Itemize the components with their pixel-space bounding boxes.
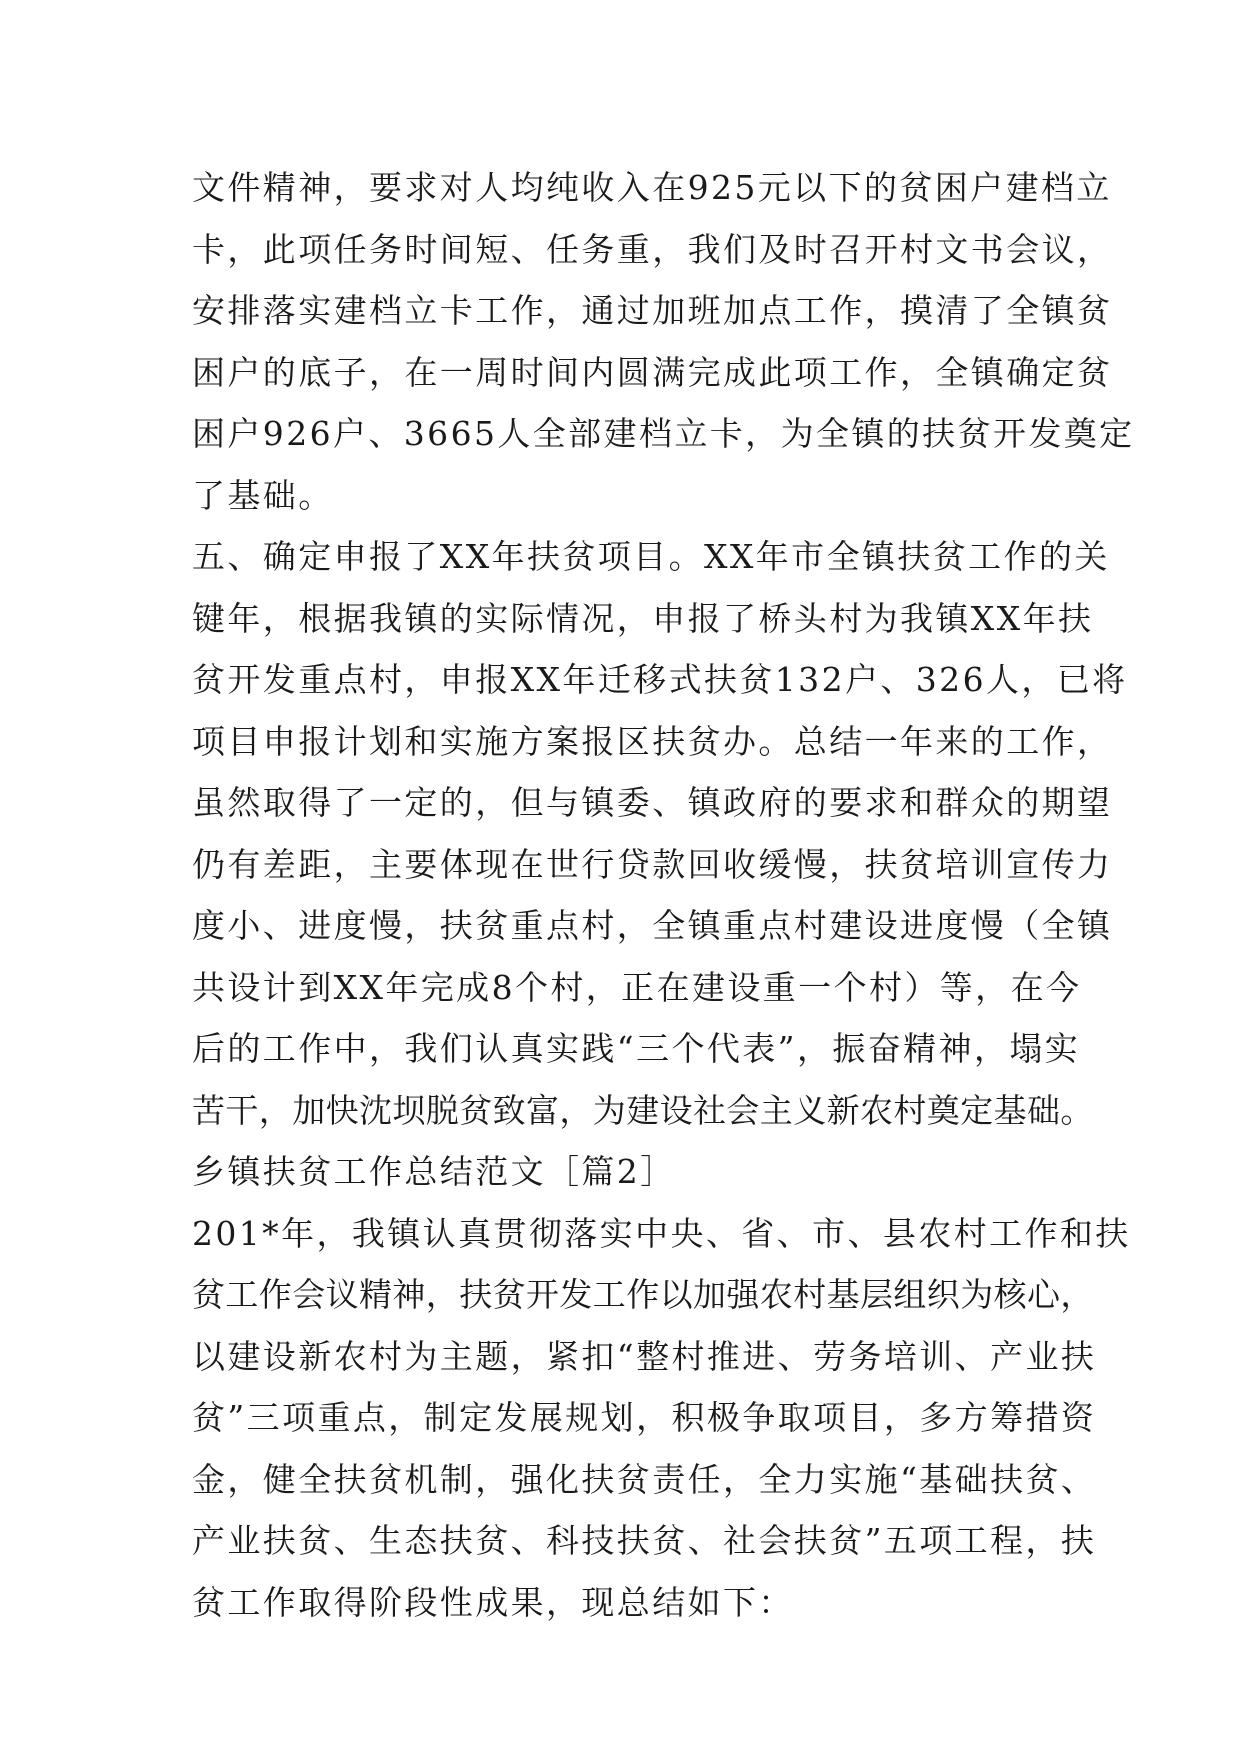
text-line: 键年，根据我镇的实际情况，申报了桥头村为我镇XX年扶 <box>192 598 1094 638</box>
text-line: 贫工作取得阶段性成果，现总结如下： <box>192 1582 794 1622</box>
text-line: 苦干，加快沈坝脱贫致富，为建设社会主义新农村奠定基础。 <box>192 1090 1094 1130</box>
text-line: 贫工作会议精神，扶贫开发工作以加强农村基层组织为核心， <box>192 1275 1094 1314</box>
text-line: 201*年，我镇认真贯彻落实中央、省、市、县农村工作和扶 <box>192 1213 1131 1253</box>
text-line: 困户926户、3665人全部建档立卡，为全镇的扶贫开发奠定 <box>192 414 1135 453</box>
text-line: 仍有差距，主要体现在世行贷款回收缓慢，扶贫培训宣传力 <box>192 844 1113 884</box>
text-line: 贫”三项重点，制定发展规划，积极争取项目，多方筹措资 <box>192 1398 1097 1437</box>
text-line: 产业扶贫、生态扶贫、科技扶贫、社会扶贫”五项工程，扶 <box>192 1521 1097 1560</box>
text-line: 共设计到XX年完成8个村，正在建设重一个村）等，在今 <box>192 967 1082 1007</box>
text-line: 卡，此项任务时间短、任务重，我们及时召开村文书会议， <box>192 229 1113 269</box>
article-title: 乡镇扶贫工作总结范文［篇2］ <box>192 1152 676 1191</box>
text-line: 文件精神，要求对人均纯收入在925元以下的贫困户建档立 <box>192 168 1112 207</box>
text-line: 度小、进度慢，扶贫重点村，全镇重点村建设进度慢（全镇 <box>192 906 1113 945</box>
text-line: 了基础。 <box>192 475 334 515</box>
document-body <box>192 157 1135 1633</box>
section-heading-line: 五、确定申报了XX年扶贫项目。XX年市全镇扶贫工作的关 <box>192 537 1110 576</box>
text-line: 以建设新农村为主题，紧扣“整村推进、劳务培训、产业扶 <box>192 1336 1097 1376</box>
text-line: 虽然取得了一定的，但与镇委、镇政府的要求和群众的期望 <box>192 783 1113 822</box>
text-line: 项目申报计划和实施方案报区扶贫办。总结一年来的工作， <box>192 721 1113 761</box>
text-line: 困户的底子，在一周时间内圆满完成此项工作，全镇确定贫 <box>192 352 1113 392</box>
text-line: 后的工作中，我们认真实践“三个代表”，振奋精神，塌实 <box>192 1029 1081 1068</box>
text-line: 贫开发重点村，申报XX年迁移式扶贫132户、326人，已将 <box>192 660 1128 699</box>
text-line: 金，健全扶贫机制，强化扶贫责任，全力实施“基础扶贫、 <box>192 1459 1097 1499</box>
text-line: 安排落实建档立卡工作，通过加班加点工作，摸清了全镇贫 <box>192 291 1113 330</box>
